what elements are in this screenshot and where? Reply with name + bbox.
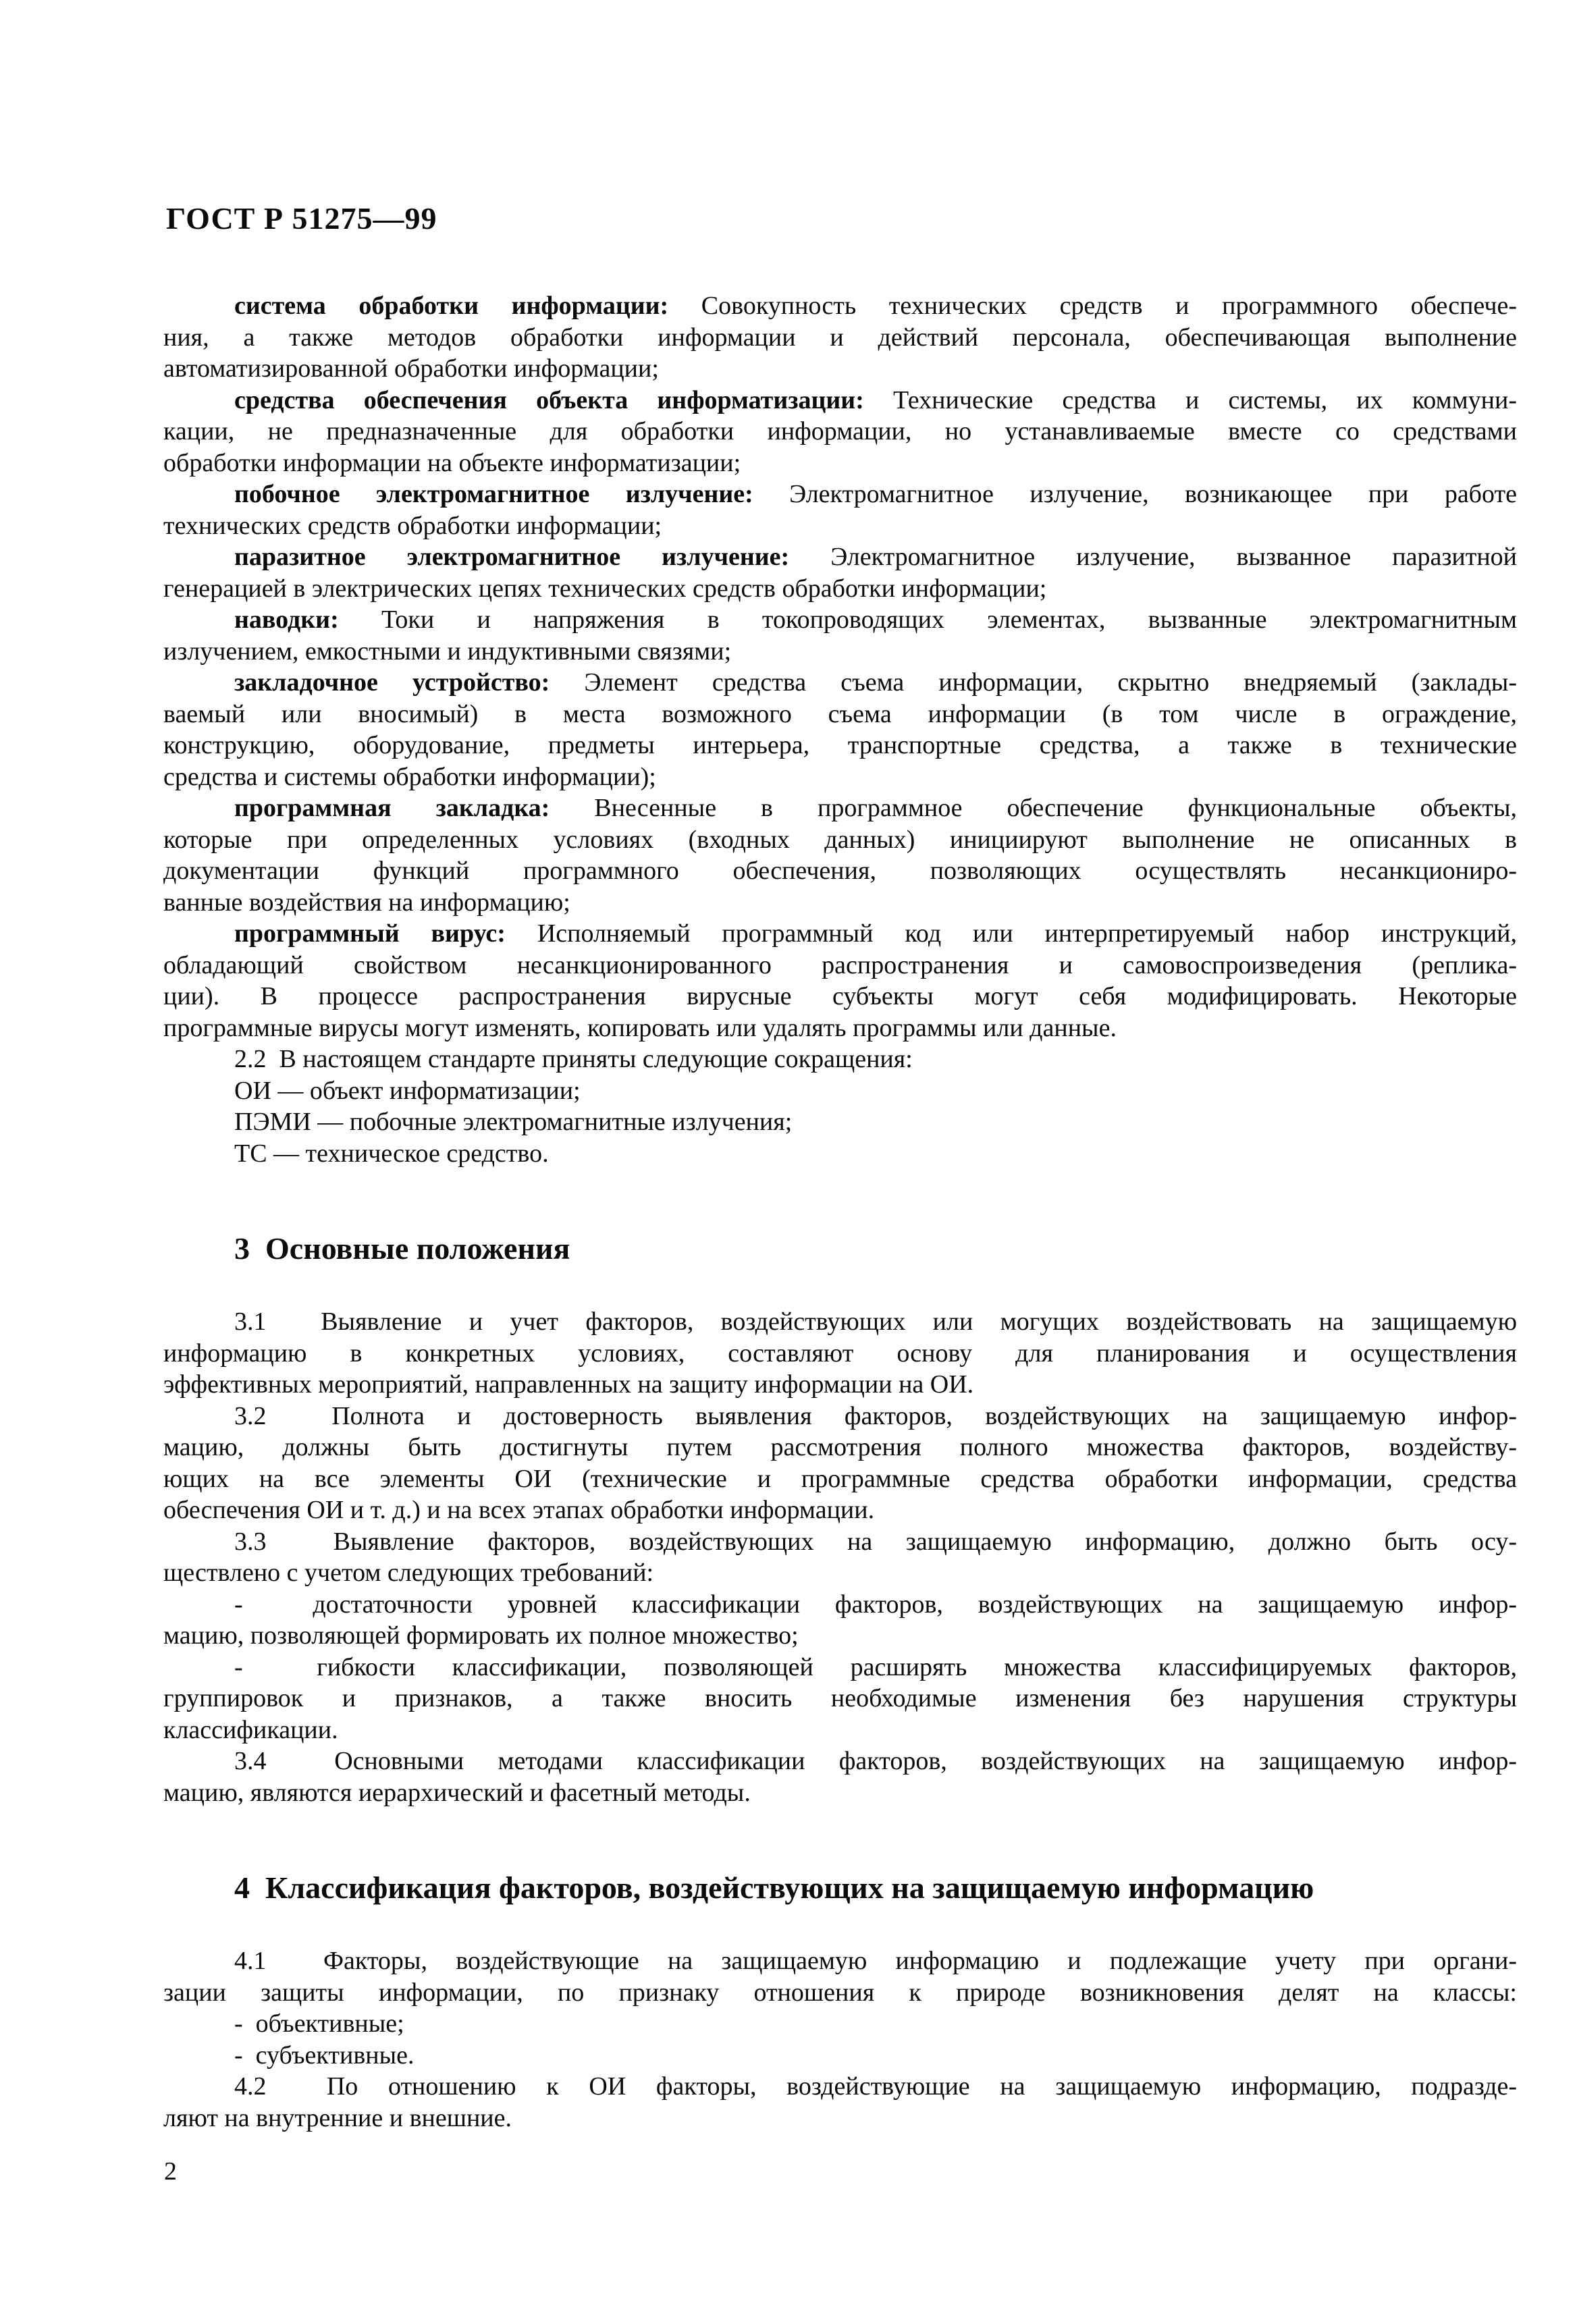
text-run: средства и системы обработки информации); xyxy=(163,762,656,791)
term-bold: средства обеспечения объекта информатизации: xyxy=(234,385,864,414)
text-run: ПЭМИ — побочные электромагнитные излучения; xyxy=(234,1108,793,1136)
text-line xyxy=(163,2008,1517,2040)
paragraph xyxy=(163,918,1517,1044)
text-run: информацию в конкретных условиях, составляют основу для планирования и осуществления xyxy=(163,1339,1517,1368)
text-run: ванные воздействия на информацию; xyxy=(163,888,570,917)
text-line xyxy=(163,792,1517,824)
text-line xyxy=(163,290,1517,322)
text-line xyxy=(163,761,1517,793)
text-run: Совокупность технических средств и программного обеспече- xyxy=(668,292,1517,320)
text-line xyxy=(163,1044,1517,1075)
text-line xyxy=(163,1306,1517,1338)
text-line xyxy=(163,950,1517,981)
text-run: ТС — техническое средство. xyxy=(234,1139,549,1168)
text-line xyxy=(163,1683,1517,1714)
paragraph xyxy=(163,2008,1517,2040)
paragraph xyxy=(163,1746,1517,1808)
text-run: мацию, должны быть достигнуты путем рассмотрения полного множества факторов, воздейству- xyxy=(163,1433,1517,1461)
text-line xyxy=(163,1746,1517,1777)
text-run: эффективных мероприятий, направленных на защиту информации на ОИ. xyxy=(163,1370,974,1399)
text-run: 3.1 Выявление и учет факторов, воздействующих или могущих воздействовать на защищаемую xyxy=(234,1307,1517,1336)
text-run: Внесенные в программное обеспечение функциональные объекты, xyxy=(550,794,1517,822)
text-run: - объективные; xyxy=(234,2009,404,2038)
text-line xyxy=(163,1369,1517,1401)
text-line xyxy=(163,981,1517,1012)
paragraph xyxy=(163,1306,1517,1401)
text-line xyxy=(163,1463,1517,1495)
term-bold: система обработки информации: xyxy=(234,292,669,320)
text-run: 4.1 Факторы, воздействующие на защищаемую информацию и подлежащие учету при органи- xyxy=(234,1947,1517,1975)
text-run: Технические средства и системы, их коммуни- xyxy=(863,385,1518,414)
text-run: 3.2 Полнота и достоверность выявления факторов, воздействующих на защищаемую инфор- xyxy=(234,1401,1517,1430)
text-run: которые при определенных условиях (входных данных) инициируют выполнение не описанных в xyxy=(163,825,1517,854)
term-bold: закладочное устройство: xyxy=(234,668,550,697)
text-run: ния, а также методов обработки информации и действий персонала, обеспечивающая выполнение xyxy=(163,323,1517,352)
section-heading: 4 Классификация факторов, воздействующих на защищаемую информацию xyxy=(234,1870,1314,1905)
text-line xyxy=(163,667,1517,699)
text-run: обеспечения ОИ и т. д.) и на всех этапах обработки информации. xyxy=(163,1496,875,1524)
text-line xyxy=(163,855,1517,887)
text-line xyxy=(163,1714,1517,1746)
text-run: - достаточности уровней классификации факторов, воздействующих на защищаемую инфор- xyxy=(234,1590,1517,1619)
text-run: ции). В процессе распространения вирусные субъекты могут себя модифицировать. Некоторые xyxy=(163,982,1517,1010)
text-block xyxy=(163,290,1517,2134)
text-run: 3.3 Выявление факторов, воздействующих на защищаемую информацию, должно быть осу- xyxy=(234,1527,1517,1556)
paragraph xyxy=(163,1106,1517,1138)
text-run: ществлено с учетом следующих требований: xyxy=(163,1559,654,1587)
text-line xyxy=(163,416,1517,448)
text-run: Электромагнитное излучение, вызванное паразитной xyxy=(789,543,1517,571)
text-line xyxy=(163,1012,1517,1044)
text-line xyxy=(163,385,1517,416)
text-run: технических средств обработки информации; xyxy=(163,511,662,540)
text-line xyxy=(163,1652,1517,1683)
paragraph xyxy=(163,2071,1517,2134)
text-run: конструкцию, оборудование, предметы интерьера, транспортные средства, а также в технические xyxy=(163,731,1517,759)
text-run: кации, не предназначенные для обработки информации, но устанавливаемые вместе со средствами xyxy=(163,417,1517,445)
text-run: - гибкости классификации, позволяющей расширять множества классифицируемых факторов, xyxy=(234,1652,1517,1681)
text-line xyxy=(163,918,1517,950)
text-line xyxy=(163,510,1517,542)
text-line xyxy=(163,2040,1517,2072)
paragraph xyxy=(163,1589,1517,1652)
term-bold: паразитное электромагнитное излучение: xyxy=(234,543,790,571)
text-line xyxy=(163,1620,1517,1652)
text-run: документации функций программного обеспечения, позволяющих осуществлять несанкциониро- xyxy=(163,857,1517,885)
text-line xyxy=(163,887,1517,919)
text-run: Токи и напряжения в токопроводящих элементах, вызванные электромагнитным xyxy=(338,605,1517,634)
section-heading: 3 Основные положения xyxy=(234,1231,570,1266)
text-line xyxy=(163,636,1517,668)
paragraph xyxy=(163,290,1517,385)
text-line xyxy=(163,1589,1517,1621)
text-line xyxy=(163,448,1517,479)
text-run: 2.2 В настоящем стандарте приняты следующие сокращения: xyxy=(234,1045,913,1073)
text-run: обладающий свойством несанкционированного распространения и самовоспроизведения (реплика- xyxy=(163,950,1517,979)
paragraph xyxy=(163,1138,1517,1170)
text-run: мацию, позволяющей формировать их полное множество; xyxy=(163,1621,799,1650)
document-header: ГОСТ Р 51275—99 xyxy=(166,201,437,236)
text-run: классификации. xyxy=(163,1715,338,1744)
paragraph xyxy=(163,1652,1517,1746)
text-run: зации защиты информации, по признаку отношения к природе возникновения делят на классы: xyxy=(163,1978,1517,2007)
text-run: ляют на внутренние и внешние. xyxy=(163,2103,512,2132)
paragraph xyxy=(163,541,1517,604)
text-run: - субъективные. xyxy=(234,2041,415,2070)
text-run: обработки информации на объекте информатизации; xyxy=(163,448,741,477)
text-run: автоматизированной обработки информации; xyxy=(163,354,659,383)
text-run: ваемый или вносимый) в места возможного съема информации (в том числе в ограждение, xyxy=(163,699,1517,728)
paragraph xyxy=(163,1401,1517,1526)
text-line xyxy=(163,1945,1517,1977)
text-line xyxy=(163,2103,1517,2134)
text-line xyxy=(163,1777,1517,1809)
text-line xyxy=(163,353,1517,385)
text-run: ющих на все элементы ОИ (технические и программные средства обработки информации, средства xyxy=(163,1464,1517,1493)
paragraph xyxy=(163,667,1517,792)
text-line xyxy=(163,1075,1517,1107)
paragraph xyxy=(163,1044,1517,1075)
term-bold: побочное электромагнитное излучение: xyxy=(234,480,753,508)
text-line xyxy=(163,730,1517,761)
text-line xyxy=(163,1494,1517,1526)
text-line xyxy=(163,1432,1517,1463)
text-line xyxy=(163,1977,1517,2009)
paragraph xyxy=(163,385,1517,479)
text-line xyxy=(163,699,1517,730)
text-line xyxy=(163,2071,1517,2103)
paragraph xyxy=(163,1075,1517,1107)
text-line xyxy=(163,322,1517,354)
text-run: мацию, являются иерархический и фасетный методы. xyxy=(163,1778,751,1807)
text-line xyxy=(163,1557,1517,1589)
text-run: генерацией в электрических цепях технических средств обработки информации; xyxy=(163,574,1047,603)
text-line xyxy=(163,1138,1517,1170)
paragraph xyxy=(163,2040,1517,2072)
page-number: 2 xyxy=(164,2157,177,2186)
text-run: программные вирусы могут изменять, копировать или удалять программы или данные. xyxy=(163,1013,1117,1042)
term-bold: программная закладка: xyxy=(234,794,550,822)
text-line xyxy=(163,1106,1517,1138)
term-bold: наводки: xyxy=(234,605,339,634)
text-line xyxy=(163,604,1517,636)
text-run: 4.2 По отношению к ОИ факторы, воздействующие на защищаемую информацию, подразде- xyxy=(234,2072,1517,2101)
paragraph xyxy=(163,1945,1517,2008)
paragraph xyxy=(163,1526,1517,1589)
paragraph xyxy=(163,792,1517,918)
text-line xyxy=(163,573,1517,605)
text-run: группировок и признаков, а также вносить необходимые изменения без нарушения структуры xyxy=(163,1684,1517,1712)
term-bold: программный вирус: xyxy=(234,919,506,948)
text-run: Элемент средства съема информации, скрытно внедряемый (заклады- xyxy=(550,668,1517,697)
text-line xyxy=(163,1526,1517,1558)
text-run: Электромагнитное излучение, возникающее при работе xyxy=(753,480,1517,508)
text-line xyxy=(163,1338,1517,1370)
paragraph xyxy=(163,604,1517,667)
text-run: излучением, емкостными и индуктивными связями; xyxy=(163,637,732,666)
text-run: Исполняемый программный код или интерпретируемый набор инструкций, xyxy=(505,919,1518,948)
text-line xyxy=(163,479,1517,510)
text-line xyxy=(163,1401,1517,1432)
text-run: 3.4 Основными методами классификации факторов, воздействующих на защищаемую инфор- xyxy=(234,1747,1517,1775)
text-line xyxy=(163,541,1517,573)
paragraph xyxy=(163,479,1517,541)
text-line xyxy=(163,824,1517,856)
text-run: ОИ — объект информатизации; xyxy=(234,1076,581,1105)
